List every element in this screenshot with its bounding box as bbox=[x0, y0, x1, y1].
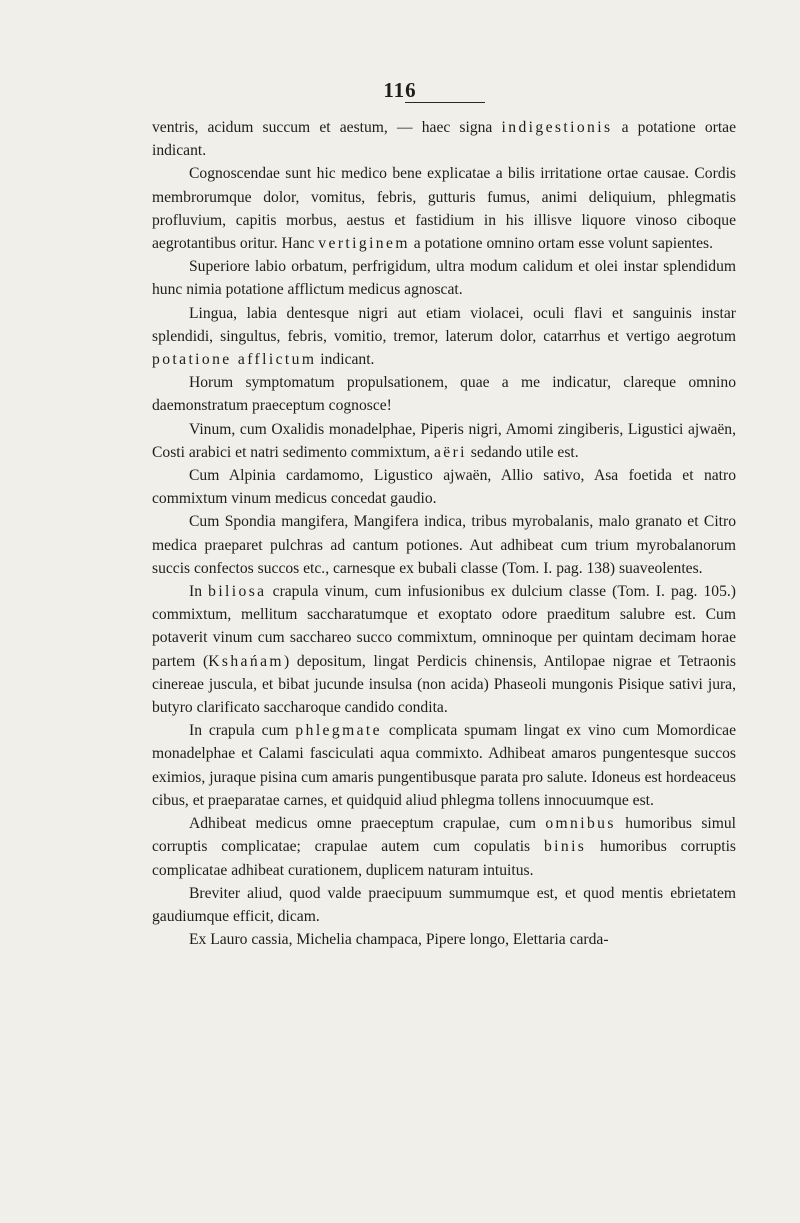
paragraph bbox=[152, 719, 736, 812]
paragraph-text: Ex Lauro cassia, Michelia champaca, Pipere longo, Elettaria carda- bbox=[189, 931, 609, 949]
paragraph-text: ventris, acidum succum et aestum, — haec signa bbox=[152, 119, 502, 136]
spaced-emphasis-text: aëri bbox=[433, 443, 467, 461]
paragraph-text: In crapula cum bbox=[189, 722, 296, 740]
spaced-emphasis-text: vertiginem bbox=[318, 235, 410, 253]
paragraph bbox=[152, 510, 736, 580]
spaced-emphasis-text: potatione afflictum bbox=[152, 351, 317, 369]
paragraph-text: Breviter aliud, quod valde praecipuum summumque est, et quod mentis ebrietatem gaudiumque efficit, dicam. bbox=[152, 884, 736, 925]
spaced-emphasis-text: binis bbox=[543, 838, 587, 856]
paragraph bbox=[152, 882, 736, 928]
paragraph-text: a potatione ortae indicant. bbox=[152, 119, 737, 160]
spaced-emphasis-text: phlegmate bbox=[295, 722, 382, 740]
paragraph bbox=[152, 464, 736, 510]
paragraph-text: crapula vinum, cum infusionibus ex dulcium classe (Tom. I. pag. 105.) commixtum, mellitum saccharatumque et exoptato odore praeditum salubre est. Cum potaverit vinum cum sacchareo succo commixtum, omninoque per quintam decimam horae partem ( bbox=[152, 583, 736, 670]
paragraph-text: Horum symptomatum propulsationem, quae a me indicatur, clareque omnino daemonstratum praeceptum cognosce! bbox=[152, 374, 736, 415]
paragraph bbox=[152, 371, 736, 417]
page-number: 116 bbox=[383, 78, 417, 102]
paragraph bbox=[152, 928, 736, 951]
paragraph-text: a potatione omnino ortam esse volunt sapientes. bbox=[409, 235, 714, 253]
paragraph-text: Cognoscendae sunt hic medico bene explicatae a bilis irritatione ortae causae. Cordis membrorumque dolor, vomitus, febris, gutturis fumus, animi deliquium, phlegmatis profluvium, capitis morbus, aestus et fastidium in his illisve liquore vinoso ciboque aegrotantibus oritur. Hanc bbox=[152, 165, 736, 253]
body-text bbox=[152, 116, 736, 951]
paragraph-text: Cum Spondia mangifera, Mangifera indica, tribus myrobalanis, malo granato et Citro medica praeparet pulchras ad cantum potiones. Aut adhibeat cum trium myrobalanorum succis confectos succos etc., carnesque ex bubali classe (Tom. I. pag. 138) suaveolentes. bbox=[152, 513, 736, 577]
spaced-emphasis-text: biliosa bbox=[208, 583, 267, 601]
page-number-rule bbox=[405, 102, 485, 103]
paragraph bbox=[152, 812, 736, 882]
paragraph bbox=[152, 162, 736, 255]
paragraph-text: Superiore labio orbatum, perfrigidum, ultra modum calidum et olei instar splendidum hunc nimia potatione afflictum medicus agnoscat. bbox=[152, 258, 736, 299]
paragraph-text: indicant. bbox=[316, 351, 375, 369]
paragraph-text: complicata spumam lingat ex vino cum Momordicae monadelphae et Calami fasciculati aqua commixto. Adhibeat amaros pungentesque succos eximios, juraque pisina cum amaris pungentibusque parata pro salute. Idoneus est hordeaceus cibus, et praeparatae carnes, et quidquid aliud phlegma tollens innocuumque est. bbox=[152, 722, 736, 809]
spaced-emphasis-text: indigestionis bbox=[501, 119, 613, 136]
paragraph bbox=[152, 302, 736, 372]
paragraph-text: Vinum, cum Oxalidis monadelphae, Piperis nigri, Amomi zingiberis, Ligustici ajwaën, Costi arabici et natri sedimento commixtum, bbox=[152, 420, 736, 461]
paragraph-text: Adhibeat medicus omne praeceptum crapulae, cum bbox=[189, 815, 546, 833]
spaced-emphasis-text: omnibus bbox=[545, 815, 616, 833]
paragraph-text: In bbox=[189, 583, 209, 601]
paragraph bbox=[152, 255, 736, 301]
paragraph-text: humoribus simul corruptis complicatae; crapulae autem cum copulatis bbox=[152, 815, 736, 856]
paragraph bbox=[152, 580, 736, 719]
paragraph-text: sedando utile est. bbox=[466, 443, 579, 461]
paragraph bbox=[152, 418, 736, 464]
paragraph-text: Lingua, labia dentesque nigri aut etiam violacei, oculi flavi et sanguinis instar splendidi, singultus, febris, vomitio, tremor, laterum dolor, catarrhus et vertigo aegrotum bbox=[152, 304, 736, 345]
paragraph-text: ) depositum, lingat Perdicis chinensis, Antilopae nigrae et Tetraonis cinereae juscula, et bibat jucunde insulsa (non acida) Phaseoli mungonis Pisique sativi jura, butyro clarificato saccharoque candido condita. bbox=[152, 652, 736, 717]
paragraph bbox=[152, 116, 736, 162]
paragraph-text: Cum Alpinia cardamomo, Ligustico ajwaën, Allio sativo, Asa foetida et natro commixtum vinum medicus concedat gaudio. bbox=[152, 467, 736, 508]
paragraph-text: humoribus corruptis complicatae adhibeat curationem, duplicem naturam intuitus. bbox=[152, 838, 736, 879]
spaced-emphasis-text: Kshańam bbox=[208, 652, 284, 670]
